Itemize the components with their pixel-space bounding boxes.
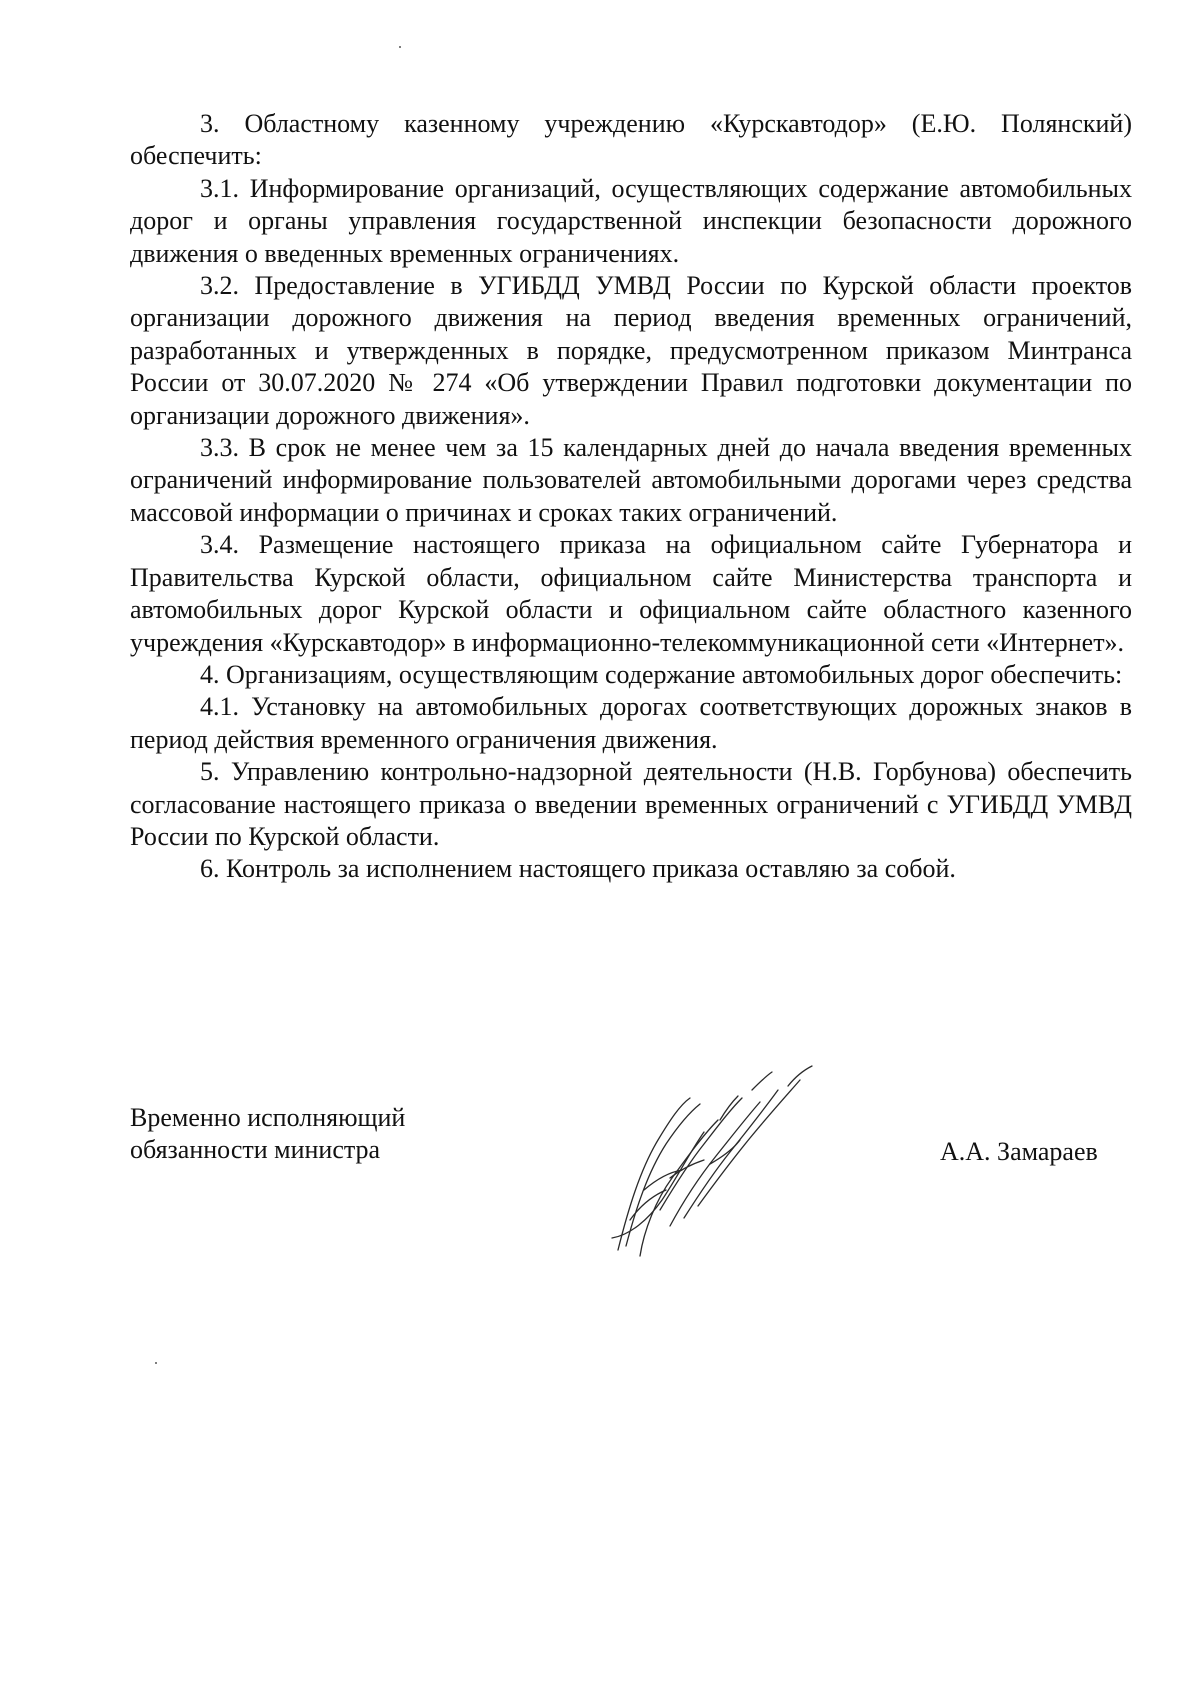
- paragraph-5: 5. Управлению контрольно-надзорной деятельности (Н.В. Горбунова) обеспечить согласование настоящего приказа о введении временных ограничений с УГИБДД УМВД России по Курской области.: [130, 757, 1132, 851]
- paragraph-4-1: 4.1. Установку на автомобильных дорогах соответствующих дорожных знаков в период действия временного ограничения движения.: [130, 692, 1132, 754]
- document-body: [130, 108, 1132, 886]
- signer-position-line-1: Временно исполняющий: [130, 1103, 406, 1132]
- signer-name: А.А. Замараев: [940, 1137, 1098, 1166]
- paragraph-3-1: 3.1. Информирование организаций, осуществляющих содержание автомобильных дорог и органы управления государственной инспекции безопасности дорожного движения о введенных временных ограничениях.: [130, 173, 1132, 268]
- handwritten-signature: [600, 1060, 840, 1260]
- paragraph-3-2: 3.2. Предоставление в УГИБДД УМВД России по Курской области проектов организации дорожного движения на период введения временных ограничений, разработанных и утвержденных в порядке, предусмотренном приказом Минтранса России от 30.07.2020 № 274 «Об утверждении Правил подготовки документации по организации дорожного движения».: [130, 271, 1132, 430]
- paragraph-6: 6. Контроль за исполнением настоящего приказа оставляю за собой.: [200, 854, 956, 884]
- scan-speck: [155, 1362, 157, 1364]
- signer-position: [130, 1102, 405, 1166]
- paragraph-3-3: 3.3. В срок не менее чем за 15 календарных дней до начала введения временных ограничений информирование пользователей автомобильными дорогами через средства массовой информации о причинах и сроках таких ограничений.: [130, 433, 1132, 527]
- paragraph-4: 4. Организациям, осуществляющим содержание автомобильных дорог обеспечить:: [200, 659, 1123, 689]
- paragraph-3: 3. Областному казенному учреждению «Курскавтодор» (Е.Ю. Полянский) обеспечить:: [130, 109, 1132, 171]
- scan-speck: [399, 46, 401, 48]
- signer-position-line-2: обязанности министра: [130, 1135, 381, 1164]
- paragraph-3-4: 3.4. Размещение настоящего приказа на официальном сайте Губернатора и Правительства Курской области, официальном сайте Министерства транспорта и автомобильных дорог Курской области и официальном сайте областного казенного учреждения «Курскавтодор» в информационно-телекоммуникационной сети «Интернет».: [130, 530, 1132, 657]
